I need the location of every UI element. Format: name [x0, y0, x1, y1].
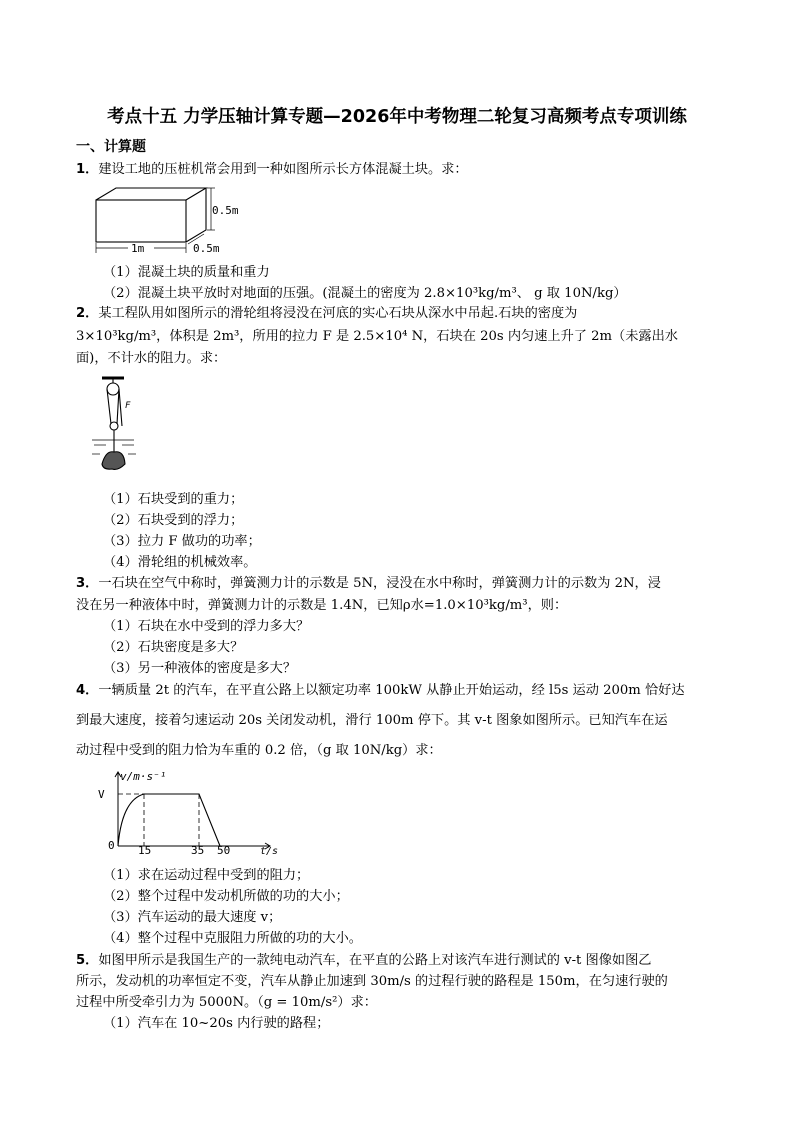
- tick-label-15: 15: [138, 844, 152, 857]
- question-3-part-1: （1）石块在水中受到的浮力多大？: [103, 619, 310, 634]
- concrete-block-figure: [94, 186, 244, 262]
- origin-label: 0: [108, 839, 115, 852]
- question-number: 3．: [76, 576, 99, 591]
- question-5: [76, 951, 651, 971]
- question-number: 4．: [76, 683, 99, 698]
- force-label: F: [125, 401, 131, 411]
- question-4-part-3: （3）汽车运动的最大速度 v；: [103, 910, 282, 925]
- question-2-part-2: （2）石块受到的浮力；: [103, 513, 244, 528]
- y-axis-label: v/m·s⁻¹: [120, 770, 167, 783]
- tick-label-50: 50: [217, 844, 231, 857]
- question-2-stem-line-3: 面)，不计水的阻力。求：: [76, 351, 227, 366]
- length-dimension-label: 1m: [131, 242, 145, 255]
- width-dimension-label: 0.5m: [193, 242, 220, 255]
- velocity-time-graph: [92, 768, 282, 856]
- question-3-part-3: （3）另一种液体的密度是多大？: [103, 661, 297, 676]
- v-label: V: [98, 788, 105, 801]
- question-1-part-1: （1）混凝土块的质量和重力: [103, 265, 270, 280]
- question-number: 2．: [76, 306, 99, 321]
- question-5-part-1: （1）汽车在 10~20s 内行驶的路程；: [103, 1016, 330, 1031]
- question-4: [76, 681, 685, 701]
- question-5-stem-line-3: 过程中所受牵引力为 5000N。（g = 10m/s²）求：: [76, 995, 377, 1010]
- pulley-system-figure: [88, 376, 138, 476]
- question-2: [76, 304, 577, 324]
- question-4-part-4: （4）整个过程中克服阻力所做的功的大小。: [103, 931, 362, 946]
- section-heading: 一、计算题: [76, 139, 146, 155]
- question-3-stem-line-2: 没在另一种液体中时，弹簧测力计的示数是 1.4N，已知ρ水=1.0×10³kg/m³，则：: [76, 598, 568, 613]
- question-1: [76, 160, 468, 180]
- question-stem: 如图甲所示是我国生产的一款纯电动汽车，在平直的公路上对该汽车进行测试的 v-t 图像如图乙: [98, 953, 652, 968]
- question-2-stem-line-2: 3×10³kg/m³，体积是 2m³，所用的拉力 F 是 2.5×10⁴ N，石块在 20s 内匀速上升了 2m（未露出水: [76, 329, 678, 344]
- question-5-stem-line-2: 所示，发动机的功率恒定不变，汽车从静止加速到 30m/s 的过程行驶的路程是 150m，在匀速行驶的: [76, 974, 668, 989]
- question-4-stem-line-3: 动过程中受到的阻力恰为车重的 0.2 倍，（g 取 10N/kg）求：: [76, 743, 442, 758]
- velocity-curve: [118, 794, 220, 846]
- guide-lines: [118, 794, 199, 846]
- page-title: 考点十五 力学压轴计算专题—2026年中考物理二轮复习高频考点专项训练: [107, 107, 687, 127]
- question-4-stem-line-2: 到最大速度，接着匀速运动 20s 关闭发动机，滑行 100m 停下。其 v-t 图象如图所示。已知汽车在运: [76, 713, 668, 728]
- question-2-part-4: （4）滑轮组的机械效率。: [103, 555, 257, 570]
- question-4-part-1: （1）求在运动过程中受到的阻力；: [103, 868, 310, 883]
- graph-axes: [115, 772, 270, 849]
- question-2-part-1: （1）石块受到的重力；: [103, 492, 244, 507]
- block-drawing: [96, 188, 206, 242]
- question-stem: 某工程队用如图所示的滑轮组将浸没在河底的实心石块从深水中吊起.石块的密度为: [98, 306, 578, 321]
- question-stem: 一辆质量 2t 的汽车，在平直公路上以额定功率 100kW 从静止开始运动，经 l5s 运动 200m 恰好达: [98, 683, 685, 698]
- question-3: [76, 574, 661, 594]
- question-4-part-2: （2）整个过程中发动机所做的功的大小；: [103, 889, 349, 904]
- question-stem: 一石块在空气中称时，弹簧测力计的示数是 5N，浸没在水中称时，弹簧测力计的示数为 2N，浸: [98, 576, 661, 591]
- question-number: 5．: [76, 953, 99, 968]
- question-1-part-2: （2）混凝土块平放时对地面的压强。(混凝土的密度为 2.8×10³kg/m³、 g 取 10N/kg）: [103, 286, 627, 301]
- pulley-drawing: [102, 378, 125, 469]
- x-axis-label: t/s: [260, 846, 279, 857]
- height-dimension-label: 0.5m: [212, 204, 239, 217]
- question-number: 1．: [76, 162, 99, 177]
- question-3-part-2: （2）石块密度是多大？: [103, 640, 244, 655]
- tick-label-35: 35: [191, 844, 205, 857]
- question-stem: 建设工地的压桩机常会用到一种如图所示长方体混凝土块。求：: [98, 162, 468, 177]
- question-2-part-3: （3）拉力 F 做功的功率；: [103, 534, 261, 549]
